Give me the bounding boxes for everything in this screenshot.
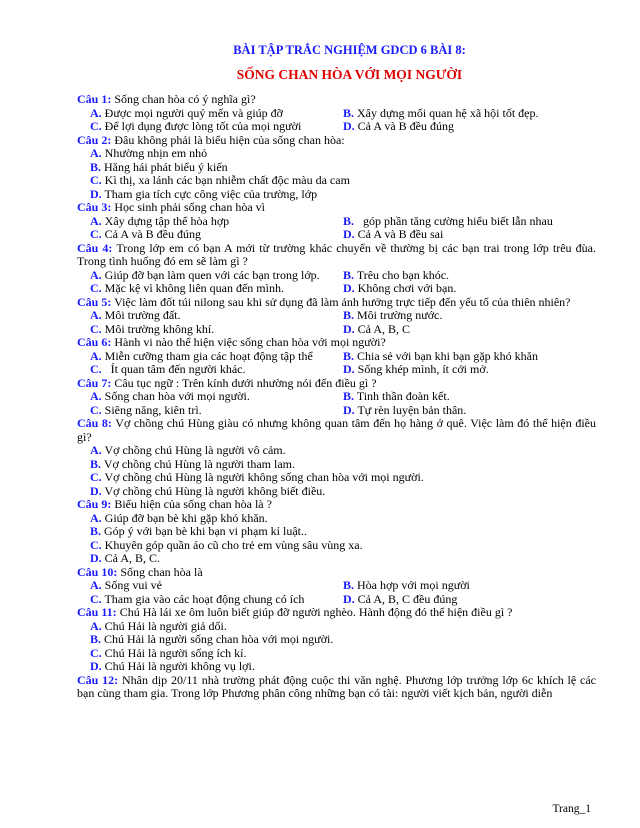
option-letter: A.	[90, 618, 102, 633]
option-letter: A.	[90, 213, 102, 228]
question-stem	[77, 606, 596, 620]
answer-option	[343, 323, 596, 337]
option-letter: C.	[90, 173, 102, 187]
option-letter: C.	[90, 362, 102, 376]
answer-option	[90, 309, 343, 323]
option-letter: C.	[90, 470, 102, 484]
question-text: Việc làm đốt túi nilong sau khi sử dụng đã làm ảnh hưởng trực tiếp đến yếu tố của thiên nhiên?	[114, 294, 571, 309]
question-text: Câu tục ngữ : Trên kính dưới nhường nói đến điều gì ?	[114, 375, 377, 390]
option-text: Siêng năng, kiên trì.	[104, 402, 202, 417]
answer-option	[343, 579, 596, 593]
option-letter: A.	[90, 578, 102, 592]
answer-option	[90, 512, 596, 526]
option-letter: C.	[90, 591, 102, 606]
answer-option	[90, 269, 343, 283]
option-letter: A.	[90, 443, 102, 457]
option-text: Góp ý với bạn bè khi bạn vi phạm kỉ luật..	[104, 524, 307, 538]
answer-option	[90, 323, 343, 337]
page-number: Trang_1	[552, 803, 591, 815]
question-5	[77, 296, 596, 337]
answer-option	[90, 633, 596, 647]
option-letter: D.	[90, 659, 102, 673]
answer-option	[343, 282, 596, 296]
option-text: Môi trường đất.	[104, 308, 181, 322]
answer-option	[90, 458, 596, 472]
option-text: Tinh thần đoàn kết.	[356, 389, 450, 403]
option-text: Cả A, B, C đều đúng	[357, 591, 458, 606]
option-text: Môi trường không khí.	[104, 321, 215, 336]
question-1	[77, 93, 596, 134]
answer-option	[90, 147, 596, 161]
question-text: Vợ chồng chú Hùng giàu có nhưng không quan tâm đến họ hàng ở quê. Việc làm đó thể hiện điều gì?	[77, 416, 596, 444]
option-text: Để lợi dụng được lòng tốt của mọi người	[104, 119, 302, 133]
option-text: Mặc kệ vì không liên quan đến mình.	[104, 281, 284, 295]
option-letter: B.	[343, 105, 355, 120]
answer-option	[343, 309, 596, 323]
question-stem	[77, 336, 596, 350]
option-letter: B.	[343, 348, 355, 363]
question-number: Câu 7:	[77, 375, 112, 390]
option-letter: B.	[343, 578, 355, 592]
option-text: Nhường nhịn em nhỏ	[104, 146, 208, 160]
question-number: Câu 12:	[77, 672, 119, 687]
question-stem	[77, 296, 596, 310]
answer-option	[90, 282, 343, 296]
question-stem	[77, 134, 596, 148]
answer-option	[343, 120, 596, 134]
answer-option	[90, 660, 596, 674]
option-text: Giúp đỡ bạn bè khi gặp khó khăn.	[104, 510, 268, 525]
question-number: Câu 11:	[77, 605, 117, 619]
question-text: Sống chan hòa là	[120, 564, 203, 579]
option-letter: B.	[90, 456, 102, 471]
question-7	[77, 377, 596, 418]
answer-options	[77, 444, 596, 498]
answer-option	[343, 404, 596, 418]
option-letter: B.	[343, 267, 355, 282]
option-letter: A.	[90, 510, 102, 525]
question-stem	[77, 417, 596, 444]
option-text: Xây dựng mối quan hệ xã hội tốt đẹp.	[357, 105, 539, 120]
option-letter: A.	[90, 267, 102, 282]
answer-option	[90, 647, 596, 661]
option-letter: B.	[90, 632, 102, 646]
answer-option	[343, 390, 596, 404]
answer-option	[343, 215, 596, 229]
question-text: Chú Hà lái xe ôm luôn biết giúp đỡ người nghèo. Hành động đó thể hiện điều gì ?	[119, 605, 513, 619]
question-number: Câu 10:	[77, 564, 118, 579]
answer-options	[77, 579, 596, 606]
option-text: Ít quan tâm đến người khác.	[104, 362, 246, 376]
option-text: Vợ chồng chú Hùng là người không sống chan hòa với mọi người.	[104, 470, 424, 484]
answer-option	[343, 228, 596, 242]
option-text: Vợ chồng chú Hùng là người tham lam.	[103, 456, 295, 471]
answer-option	[90, 120, 343, 134]
answer-option	[90, 350, 343, 364]
option-text: Cả A và B đều đúng	[104, 227, 201, 241]
option-letter: A.	[90, 308, 102, 322]
option-letter: C.	[90, 537, 102, 552]
question-3	[77, 201, 596, 242]
option-letter: D.	[343, 591, 355, 606]
option-letter: C.	[90, 321, 102, 336]
option-letter: A.	[90, 348, 102, 363]
option-letter: C.	[90, 227, 102, 241]
question-number: Câu 2:	[77, 132, 112, 147]
question-text: Nhân dịp 20/11 nhà trường phát động cuộc thi văn nghệ. Phương lớp trưởng lớp 6c khích lệ các bạn cùng tham gia. Trong lớp Phương phân công những bạn có tài: người viết kịch bản, người diễn	[77, 672, 597, 700]
question-11	[77, 606, 596, 674]
question-stem	[77, 377, 596, 391]
answer-options	[77, 147, 596, 201]
option-letter: D.	[343, 402, 355, 417]
option-text: Xây dựng tập thể hòa hợp	[104, 213, 230, 228]
answer-options	[77, 107, 596, 134]
question-stem	[77, 566, 596, 580]
question-number: Câu 5:	[77, 294, 112, 309]
option-letter: D.	[90, 551, 102, 565]
answer-options	[77, 390, 596, 417]
answer-option	[90, 593, 343, 607]
answer-option	[343, 363, 596, 377]
option-text: Chú Hải là người sống chan hòa với mọi người.	[104, 632, 334, 646]
question-8	[77, 417, 596, 498]
question-text: Trong lớp em có bạn A mới từ trường khác chuyển về thường bị các bạn trai trong lớp trêu đùa. Trong tình huống đó em sẽ làm gì ?	[77, 240, 596, 268]
question-number: Câu 4:	[77, 240, 113, 255]
option-text: Kì thị, xa lánh các bạn nhiễm chất độc màu da cam	[104, 173, 350, 187]
answer-options	[77, 269, 596, 296]
option-letter: C.	[90, 402, 102, 417]
option-text: Hòa hợp với mọi người	[357, 578, 470, 592]
question-2	[77, 134, 596, 202]
question-number: Câu 1:	[77, 92, 112, 106]
option-letter: B.	[343, 389, 355, 403]
option-letter: D.	[343, 281, 355, 295]
answer-option	[90, 471, 596, 485]
option-letter: C.	[90, 645, 102, 660]
worksheet-title: BÀI TẬP TRẮC NGHIỆM GDCD 6 BÀI 8:	[233, 43, 466, 57]
question-number: Câu 8:	[77, 416, 112, 430]
answer-option	[90, 552, 596, 566]
answer-option	[90, 525, 596, 539]
answer-options	[77, 350, 596, 377]
answer-option	[90, 579, 343, 593]
option-letter: B.	[90, 159, 102, 174]
answer-option	[90, 390, 343, 404]
answer-option	[90, 228, 343, 242]
option-letter: A.	[90, 105, 102, 120]
answer-option	[343, 350, 596, 364]
question-stem	[77, 242, 596, 269]
question-stem	[77, 674, 596, 701]
answer-option	[90, 404, 343, 418]
question-list	[77, 93, 596, 701]
option-text: Cả A, B, C.	[104, 551, 161, 565]
option-text: Vợ chồng chú Hùng là người không biết điều.	[104, 483, 326, 498]
answer-options	[77, 512, 596, 566]
option-text: Hăng hái phát biểu ý kiến	[104, 159, 228, 174]
option-letter: B.	[343, 213, 355, 228]
answer-option	[90, 485, 596, 499]
question-stem	[77, 93, 596, 107]
option-text: Chú Hải là người sống ích kỉ.	[104, 645, 247, 660]
question-text: Học sinh phải sống chan hòa vì	[114, 200, 265, 214]
option-letter: D.	[343, 321, 355, 336]
answer-options	[77, 309, 596, 336]
lesson-title: SỐNG CHAN HÒA VỚI MỌI NGƯỜI	[236, 67, 463, 82]
option-text: Được mọi người quý mến và giúp đỡ	[104, 105, 284, 120]
option-letter: A.	[90, 389, 102, 403]
question-text: Hành vi nào thể hiện việc sống chan hòa với mọi người?	[114, 335, 386, 349]
answer-option	[90, 539, 596, 553]
option-text: Không chơi với bạn.	[357, 281, 457, 295]
answer-option	[90, 174, 596, 188]
question-stem	[77, 498, 596, 512]
option-text: Sống khép mình, ít cởi mở.	[357, 362, 489, 376]
question-4	[77, 242, 596, 296]
answer-option	[90, 620, 596, 634]
option-text: góp phần tăng cường hiểu biết lẫn nhau	[357, 213, 553, 228]
option-letter: C.	[90, 281, 102, 295]
question-text: Đâu không phải là biểu hiện của sống chan hòa:	[114, 132, 345, 147]
question-number: Câu 6:	[77, 335, 112, 349]
question-stem	[77, 201, 596, 215]
option-text: Chú Hải là người giả dối.	[104, 618, 227, 633]
option-letter: D.	[90, 186, 102, 201]
option-text: Tham gia vào các hoạt động chung có ích	[104, 591, 305, 606]
answer-option	[90, 188, 596, 202]
question-10	[77, 566, 596, 607]
option-letter: D.	[343, 119, 355, 133]
option-text: Vợ chồng chú Hùng là người vô cảm.	[104, 443, 286, 457]
option-letter: C.	[90, 119, 102, 133]
option-text: Cả A và B đều sai	[357, 227, 444, 241]
question-text: Biểu hiện của sống chan hòa là ?	[114, 497, 272, 511]
option-letter: B.	[90, 524, 102, 538]
option-text: Sống vui vẻ	[104, 578, 163, 592]
option-text: Giúp đỡ bạn làm quen với các bạn trong lớp.	[104, 267, 320, 282]
option-text: Chú Hải là người không vụ lợi.	[104, 659, 255, 673]
option-letter: D.	[90, 483, 102, 498]
answer-option	[343, 107, 596, 121]
option-text: Miễn cưỡng tham gia các hoạt động tập thể	[104, 348, 313, 363]
question-6	[77, 336, 596, 377]
answer-option	[90, 444, 596, 458]
answer-option	[90, 363, 343, 377]
answer-option	[90, 107, 343, 121]
option-text: Khuyên góp quần áo cũ cho trẻ em vùng sâu vùng xa.	[104, 537, 363, 552]
option-text: Tự rèn luyện bản thân.	[357, 402, 467, 417]
question-number: Câu 3:	[77, 200, 112, 214]
answer-option	[343, 269, 596, 283]
option-letter: D.	[343, 227, 355, 241]
question-12	[77, 674, 596, 701]
option-letter: B.	[343, 308, 355, 322]
option-text: Chia sẻ với bạn khi bạn gặp khó khăn	[357, 348, 538, 363]
option-text: Trêu cho bạn khóc.	[356, 267, 450, 282]
option-text: Môi trường nước.	[357, 308, 443, 322]
option-text: Cả A, B, C	[357, 321, 411, 336]
answer-options	[77, 215, 596, 242]
question-number: Câu 9:	[77, 497, 112, 511]
option-letter: D.	[343, 362, 355, 376]
answer-options	[77, 620, 596, 674]
answer-option	[90, 215, 343, 229]
question-9	[77, 498, 596, 566]
answer-option	[90, 161, 596, 175]
answer-option	[343, 593, 596, 607]
option-text: Cả A và B đều đúng	[357, 119, 454, 133]
option-text: Tham gia tích cực công việc của trường, lớp	[104, 186, 318, 201]
option-text: Sống chan hòa với mọi người.	[104, 389, 250, 403]
question-text: Sống chan hòa có ý nghĩa gì?	[114, 92, 256, 106]
option-letter: A.	[90, 146, 102, 160]
